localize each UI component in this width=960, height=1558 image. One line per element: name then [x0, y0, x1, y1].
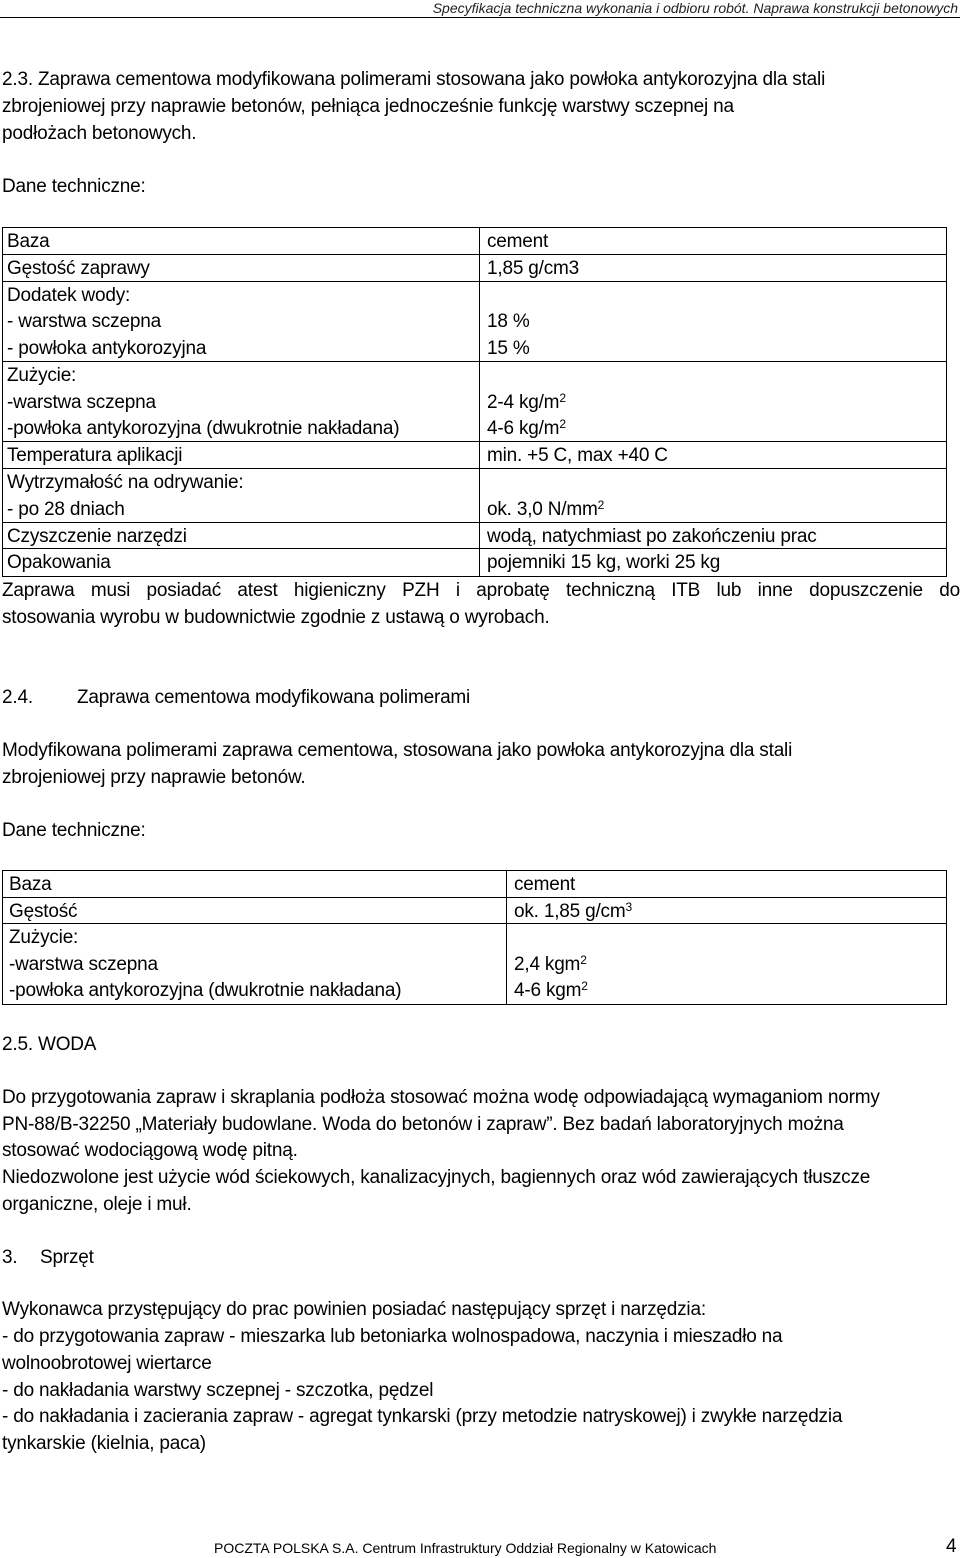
section-2-5-title: 2.5. WODA — [2, 1034, 97, 1055]
row-value-baza: cement — [487, 231, 549, 252]
table-1-row-rule — [2, 468, 947, 469]
row-value-po-28-dniach: ok. 3,0 $N/mm^2$ — [487, 498, 605, 520]
page-footer: POCZTA POLSKA S.A. Centrum Infrastruktury Oddział Regionalny w Katowicach — [214, 1540, 717, 1556]
running-header: Specyfikacja techniczna wykonania i odbioru robót. Naprawa konstrukcji betonowych — [432, 0, 958, 16]
row-label-opakowania: Opakowania — [7, 552, 111, 573]
section-2-5-line-1: Do przygotowania zapraw i skraplania podłoża stosować można wodę odpowiadającą wymaganiom normy — [2, 1087, 880, 1108]
row-value-gestosc: 1,85 g/cm3 — [487, 258, 579, 279]
section-3-line-5: - do nakładania i zacierania zapraw - agregat tynkarski (przy metodzie natryskowej) i zwykłe narzędzia — [2, 1406, 843, 1427]
row-value-zuzycie-powloka: 4-6 $kg/m^2$ — [487, 417, 566, 439]
section-3-line-2: - do przygotowania zapraw - mieszarka lub betoniarka wolnospadowa, naczynia i mieszadło na — [2, 1326, 783, 1347]
dane-techniczne-label: Dane techniczne: — [2, 176, 146, 197]
section-3-line-6: tynkarskie (kielnia, paca) — [2, 1433, 206, 1454]
dane-techniczne-label-2: Dane techniczne: — [2, 820, 146, 841]
row-label-zuzycie: Zużycie: — [7, 365, 77, 386]
section-3-line-3: wolnoobrotowej wiertarce — [2, 1353, 212, 1374]
row-label-zuzycie-sczepna: -warstwa sczepna — [7, 392, 156, 413]
section-3-number: 3. — [2, 1247, 18, 1268]
table-2-row-rule — [2, 897, 947, 898]
section-2-5-line-3: stosować wodociągową wodę pitną. — [2, 1140, 298, 1161]
row-label-gestosc-2: Gęstość — [9, 901, 78, 922]
table-1-row-rule — [2, 281, 947, 282]
row-label-powloka: - powłoka antykorozyjna — [7, 338, 207, 359]
row-label-czyszczenie: Czyszczenie narzędzi — [7, 526, 187, 547]
row-label-temperatura: Temperatura aplikacji — [7, 445, 183, 466]
table-1-row-rule — [2, 254, 947, 255]
row-value-gestosc-2: ok. 1,85 $g/cm^3$ — [514, 900, 632, 922]
note-line-2: stosowania wyrobu w budownictwie zgodnie z ustawą o wyrobach. — [2, 607, 550, 628]
row-label-gestosc: Gęstość zaprawy — [7, 258, 150, 279]
row-label-zuzycie-sczepna-2: -warstwa sczepna — [9, 954, 158, 975]
row-value-warstwa-sczepna: 18 % — [487, 311, 530, 332]
section-2-4-paragraph-line-2: zbrojeniowej przy naprawie betonów. — [2, 767, 306, 788]
row-label-dodatek-wody: Dodatek wody: — [7, 285, 131, 306]
row-value-zuzycie-sczepna: 2-4 $kg/m^2$ — [487, 391, 566, 413]
row-label-zuzycie-powloka: -powłoka antykorozyjna (dwukrotnie nakładana) — [7, 418, 400, 439]
row-label-baza-2: Baza — [9, 874, 52, 895]
section-2-3-line-2: zbrojeniowej przy naprawie betonów, pełniąca jednocześnie funkcję warstwy sczepnej na — [2, 96, 734, 117]
row-label-po-28-dniach: - po 28 dniach — [7, 499, 125, 520]
row-value-opakowania: pojemniki 15 kg, worki 25 kg — [487, 552, 721, 573]
row-label-zuzycie-powloka-2: -powłoka antykorozyjna (dwukrotnie nakładana) — [9, 980, 402, 1001]
row-value-zuzycie-powloka-2: 4-6 kgm$^2$ — [514, 979, 588, 1001]
section-3-title: Sprzęt — [40, 1247, 94, 1268]
note-line-1: Zaprawa musi posiadać atest higieniczny PZH i aprobatę techniczną ITB lub inne dopuszczenie do — [2, 580, 960, 601]
section-2-4-paragraph-line-1: Modyfikowana polimerami zaprawa cementowa, stosowana jako powłoka antykorozyjna dla stali — [2, 740, 793, 761]
section-2-5-line-2: PN-88/B-32250 „Materiały budowlane. Woda do betonów i zapraw”. Bez badań laboratoryjnych można — [2, 1114, 844, 1135]
row-label-zuzycie-2: Zużycie: — [9, 927, 79, 948]
row-label-baza: Baza — [7, 231, 50, 252]
header-rule — [0, 17, 960, 18]
table-1-row-rule — [2, 361, 947, 362]
section-2-3-line-3: podłożach betonowych. — [2, 123, 197, 144]
table-1-row-rule — [2, 522, 947, 523]
table-2-column-divider — [506, 870, 507, 1004]
table-1-column-divider — [479, 227, 480, 576]
row-label-wytrzymalosc: Wytrzymałość na odrywanie: — [7, 472, 244, 493]
row-label-warstwa-sczepna: - warstwa sczepna — [7, 311, 161, 332]
row-value-powloka: 15 % — [487, 338, 530, 359]
section-3-line-1: Wykonawca przystępujący do prac powinien posiadać następujący sprzęt i narzędzia: — [2, 1299, 706, 1320]
section-2-4-number: 2.4. — [2, 687, 33, 708]
section-2-5-line-5: organiczne, oleje i muł. — [2, 1194, 192, 1215]
table-2-row-rule — [2, 923, 947, 924]
row-value-czyszczenie: wodą, natychmiast po zakończeniu prac — [487, 526, 817, 547]
row-value-zuzycie-sczepna-2: 2,4 kgm$^2$ — [514, 953, 587, 975]
section-2-5-line-4: Niedozwolone jest użycie wód ściekowych, kanalizacyjnych, bagiennych oraz wód zawierających tłuszcze — [2, 1167, 871, 1188]
section-2-3-line-1: 2.3. Zaprawa cementowa modyfikowana polimerami stosowana jako powłoka antykorozyjna dla stali — [2, 69, 826, 90]
page-number: 4 — [946, 1536, 957, 1557]
row-value-temperatura: min. +5 C, max +40 C — [487, 445, 668, 466]
table-1-row-rule — [2, 441, 947, 442]
table-1-row-rule — [2, 548, 947, 549]
section-2-4-title: Zaprawa cementowa modyfikowana polimerami — [77, 687, 471, 708]
row-value-baza-2: cement — [514, 874, 576, 895]
section-3-line-4: - do nakładania warstwy sczepnej - szczotka, pędzel — [2, 1380, 434, 1401]
